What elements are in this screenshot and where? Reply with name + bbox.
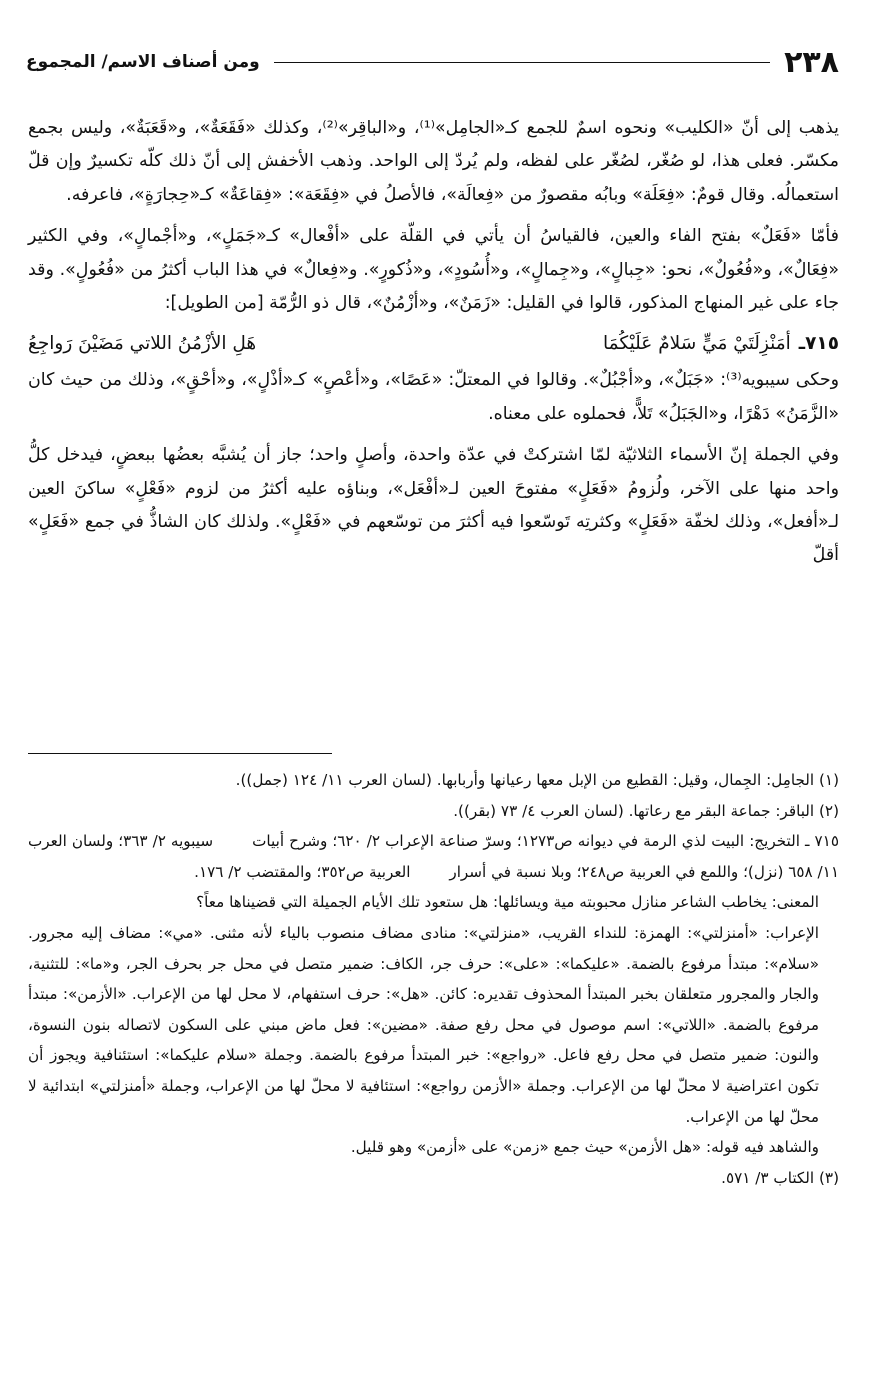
text-line: قالوا في القليل: «زَمَنٌ»، و«أزْمُنٌ»، قال ذو الرُّمّة [من الطويل]: [164, 293, 622, 314]
verse-second-hemistich: هَلِ الأزْمُنُ اللاتي مَضَيْنَ رَواجِعُ [27, 333, 257, 355]
text-line: أن يُشبَّه بعضُها ببعضٍ، فيدخل كلُّ واحد منها على الآخر، ولُزومُ «فَعَلٍ» مفتوحَ العين [28, 445, 839, 499]
text-line: المحذوف تقديره: كائن. «هل»: حرف استفهام، لا محل لها من الإعراب. «الأزمن»: مبتدأ مرفوع [28, 985, 819, 1034]
footnote-1 [28, 765, 839, 796]
text-line: رواجع»: استئافية لا محلّ لها من الإعراب، وجملة «أمنزلتي» ابتدائية لا محلّ لها من الإعراب. [28, 1076, 819, 1126]
text-line: سيبويه ٢/ ٣٦٣؛ ولسان العرب ١١/ ٦٥٨ (نزل)؛ واللمع في العربية ص٢٤٨؛ وبلا نسبة في أسرار [28, 832, 839, 881]
text-line: وحكى سيبويه⁽³⁾: «جَبَلٌ»، و«أجْبُلٌ». وقالوا في المعتلّ: «عَصًا»، و«أعْصٍ» [312, 370, 839, 391]
text-line: من «فِعالَة»، فالأصلُ في «فِقَعَة»: «فِقاعَةٌ» كـ«حِجارَةٍ»، فاعرفه. [66, 184, 533, 205]
footnote-3: (٣) الكتاب ٣/ ٥٧١. [721, 1168, 839, 1187]
text-line: و«قَعَبَةٌ»، وليس بجمع مكسّر. فعلى هذا، لو صُغّر، لصُغّر على لفظه، ولم يُردّ إلى الواحد. [28, 118, 839, 172]
footnote-verse-715 [28, 826, 839, 887]
paragraph [28, 439, 839, 573]
text-line: العربية ص٣٥٢؛ والمقتضب ٢/ ١٧٦. [194, 862, 411, 881]
text-line: (١) الجامِل: الجِمال، وقيل: القطيع من الإبل معها رعيانها وأربابها. (لسان العرب ١١/ ١٢٤ [292, 771, 839, 789]
text-line: ٧١٥ ـ التخريج: البيت لذي الرمة في ديوانه ص١٢٧٣؛ وسرّ صناعة الإعراب ٢/ ٦٢٠؛ وشرح أبيات [252, 832, 839, 851]
text-line: كـ«أذْلٍ»، و«أحْقٍ»، وذلك من حيث كان «الزَّمَنُ» دَهْرًا، و«الجَبَلُ» تَلاًّ، فحملوه على معناه. [28, 370, 839, 424]
text-line: فأمّا «فَعَلٌ» بفتح الفاء والعين، فالقياسُ أن يأتي في القلّة على «أفْعال» كـ«جَمَلٍ»، [205, 226, 839, 247]
text-line: وكثرتِه تَوسّعوا فيه أكثرَ من توسّعهم في «فَعْلٍ». ولذلك كان الشاذُّ في جمع «فَعَلٍ» أقلّ [28, 512, 839, 566]
text-line: الإعراب: «أمنزلتي»: الهمزة: للنداء القريب، «منزلتي»: منادى مضاف منصوب بالياء لأنه مثنى. [209, 923, 820, 942]
footnote-evidence: والشاهد فيه قوله: «هل الأزمن» حيث جمع «زمن» على «أزمن» وهو قليل. [350, 1138, 819, 1157]
footnote-2: (٢) الباقر: جماعة البقر مع رعاتها. (لسان العرب ٤/ ٧٣ (بقر)). [453, 801, 839, 820]
verse-first-hemistich: أمَنْزِلَتَيْ مَيٍّ سَلامٌ عَلَيْكُمَا [603, 333, 791, 355]
text-line: (جمل)). [235, 771, 288, 789]
running-title: ومن أصناف الاسم/ المجموع [26, 52, 260, 72]
paragraph [28, 364, 839, 431]
text-line: لـ«أفْعَل»، وبناؤه عليه أكثرُ من لزوم «فَعْلٍ» ساكنَ العين لـ«أفعل»، وذلك لخفّة «فَعَلٍ» [28, 478, 839, 533]
text-line: و«ذُكورٍ». و«فِعالٌ» في هذا الباب أكثرُ من «فُعُولٍ». وقد جاء على غير المنهاج المذكور، [28, 259, 839, 314]
poetry-verse [28, 326, 839, 362]
page-number: ٢٣٨ [784, 44, 839, 80]
footnote-meaning: المعنى: يخاطب الشاعر منازل محبوبته مية ويسائلها: هل ستعود تلك الأيام الجميلة التي قضيناها معاً؟ [196, 893, 819, 912]
text-line: ضمير متصل في محل جر بحرف الجر، و«ما»: للتثنية، والجار والمجرور متعلقان بخبر المبتدأ [28, 954, 819, 1004]
text-line: وذهب الأخفش إلى أنّ ذلك كلّه تكسيرٌ وإن قلّ استعمالُه. وقال قومٌ: «فِعَلَة» وبابُه مقصورٌ [28, 151, 839, 205]
text-line: بنون النسوة، والنون: ضمير متصل في محل رفع فاعل. «رواجع»: خبر المبتدأ مرفوع بالضمة. [28, 1015, 819, 1065]
footnotes [28, 765, 839, 1193]
main-text [28, 112, 839, 576]
text-line: و«أجْمالٍ»، وفي الكثير «فِعَالٌ»، و«فُعُولٌ»، نحو: «جِبالٍ»، و«جِمالٍ»، و«أُسُودٍ»، [28, 226, 840, 280]
paragraph [28, 112, 839, 212]
text-line: يذهب إلى أنّ «الكليب» ونحوه اسمٌ للجمع كـ«الجامِل»⁽¹⁾، و«الباقِر»⁽²⁾، وكذلك «فَقَعَةٌ»، [194, 118, 840, 138]
paragraph [28, 220, 839, 320]
footnote-separator [28, 753, 332, 754]
text-line: «مي»: مضاف إليه مجرور. «سلام»: مبتدأ مرفوع بالضمة. «عليكما»: «على»: حرف جر، الكاف: [28, 923, 819, 973]
text-line: بالضمة. «اللاتي»: اسم موصول في محل رفع صفة. «مضين»: فعل ماض مبني على السكون لاتصاله [117, 1015, 772, 1034]
footnote-parsing [28, 918, 839, 1132]
page-header [26, 40, 839, 84]
verse-number: ٧١٥ـ [798, 333, 839, 355]
text-line: وجملة «سلام عليكما»: استئنافية ويجوز أن تكون اعتراضية لا محلّ لها من الإعراب. وجملة «الأزمن [28, 1046, 820, 1095]
header-rule [274, 62, 770, 63]
text-line: وفي الجملة إنّ الأسماء الثلاثيّة لمّا اشتركتْ في عدّة واحدة، وأصلٍ واحد؛ جاز [277, 445, 840, 466]
